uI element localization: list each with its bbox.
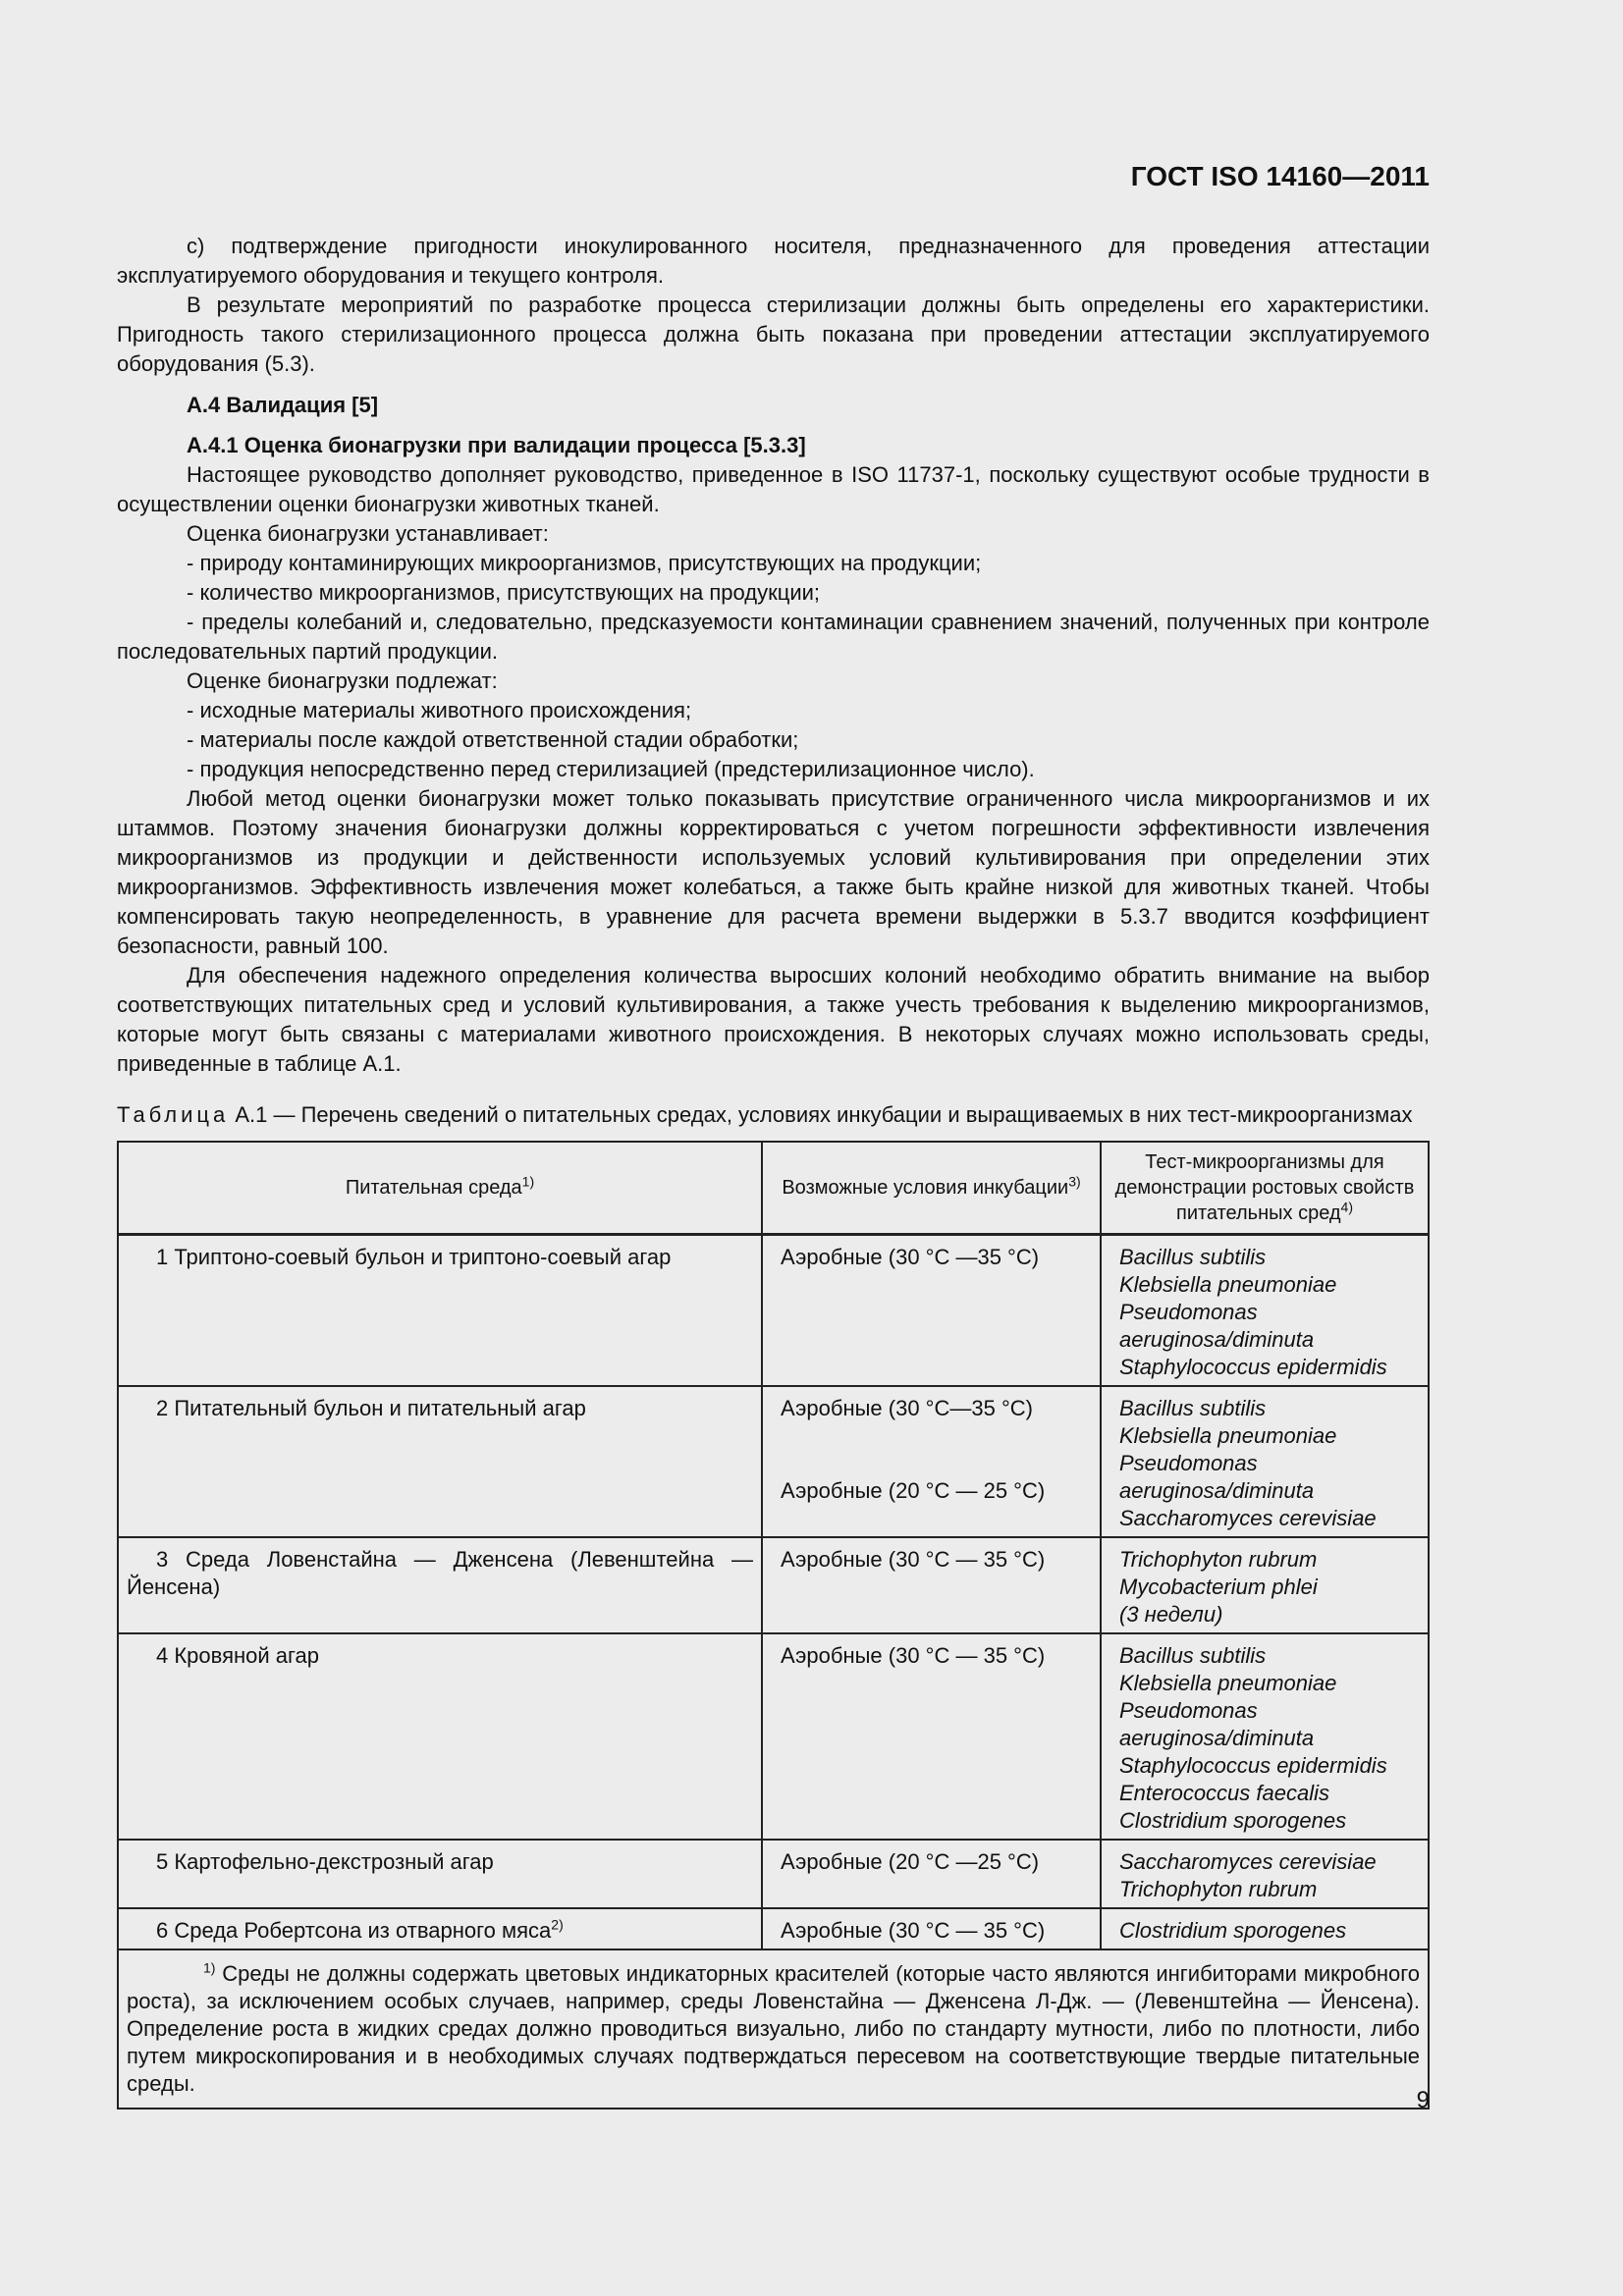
table-caption: [117, 1100, 1430, 1130]
list-item: - материалы после каждой ответственной стадии обработки;: [187, 727, 799, 752]
organisms-cell: Saccharomyces cerevisiae Trichophyton rubrum: [1101, 1840, 1429, 1908]
paragraph: В результате мероприятий по разработке процесса стерилизации должны быть определены его характеристики. Пригодность такого стерилизационного процесса должна быть показана при проведении аттестации эксплуатируемого оборудования (5.3).: [117, 293, 1430, 376]
table-row: [118, 1235, 1429, 1387]
conditions-cell: Аэробные (30 °С — 35 °С): [762, 1537, 1101, 1633]
paragraph: Настоящее руководство дополняет руководство, приведенное в ISO 11737-1, поскольку существуют особые трудности в осуществлении оценки бионагрузки животных тканей.: [117, 462, 1430, 516]
conditions-cell: Аэробные (30 °С —35 °С): [762, 1235, 1101, 1387]
table-row: [118, 1633, 1429, 1840]
header-medium: Питательная среда$^{1)}$: [118, 1142, 762, 1235]
table-caption-label: Таблица: [117, 1102, 230, 1127]
medium-cell: 2 Питательный бульон и питательный агар: [118, 1386, 762, 1537]
subsection-heading: А.4.1 Оценка бионагрузки при валидации процесса [5.3.3]: [187, 433, 806, 457]
list-item: - продукция непосредственно перед стерилизацией (предстерилизационное число).: [187, 757, 1035, 781]
document-header: ГОСТ ISO 14160—2011: [1130, 161, 1430, 191]
table-note-row: [118, 1949, 1429, 2109]
table-row: [118, 1908, 1429, 1949]
header-organisms: Тест-микроорганизмы для демонстрации ростовых свойств питательных сред$^{4)}$: [1101, 1142, 1429, 1235]
table-row: [118, 1537, 1429, 1633]
medium-cell: 5 Картофельно-декстрозный агар: [118, 1840, 762, 1908]
conditions-cell: Аэробные (30 °С—35 °С) Аэробные (20 °С — 25 °С): [762, 1386, 1101, 1537]
page-number: 9: [1416, 2087, 1430, 2113]
conditions-cell: Аэробные (20 °С —25 °С): [762, 1840, 1101, 1908]
paragraph: Оценке бионагрузки подлежат:: [187, 668, 498, 693]
list-item: - природу контаминирующих микроорганизмов, присутствующих на продукции;: [187, 551, 982, 575]
organisms-cell: Bacillus subtilis Klebsiella pneumoniae Pseudomonas aeruginosa/diminuta Staphylococcus epidermidis Enterococcus faecalis Clostridium sporogenes: [1101, 1633, 1429, 1840]
table-caption-text: А.1 — Перечень сведений о питательных средах, условиях инкубации и выращиваемых в них тест-микроорганизмах: [229, 1102, 1413, 1127]
table-footnote: $^{1)}$ Среды не должны содержать цветовых индикаторных красителей (которые часто являются ингибиторами микробного роста), за исключением особых случаев, например, среды Ловенстайна — Дженсена Л-Дж. — (Левенштейна — Йенсена). Определение роста в жидких средах должно проводиться визуально, либо по стандарту мутности, либо по плотности, либо путем микроскопирования и в необходимых случаях подтверждаться пересевом на соответствующие твердые питательные среды.: [118, 1949, 1429, 2109]
document-body: [117, 232, 1430, 2109]
media-table: [117, 1141, 1430, 2109]
header-conditions: Возможные условия инкубации$^{3)}$: [762, 1142, 1101, 1235]
paragraph: с) подтверждение пригодности инокулированного носителя, предназначенного для проведения аттестации эксплуатируемого оборудования и текущего контроля.: [117, 234, 1430, 288]
list-item: - количество микроорганизмов, присутствующих на продукции;: [187, 580, 821, 605]
table-row: [118, 1386, 1429, 1537]
paragraph: Оценка бионагрузки устанавливает:: [187, 521, 549, 546]
organisms-cell: Bacillus subtilis Klebsiella pneumoniae Pseudomonas aeruginosa/diminuta Saccharomyces cerevisiae: [1101, 1386, 1429, 1537]
paragraph: Для обеспечения надежного определения количества выросших колоний необходимо обратить внимание на выбор соответствующих питательных сред и условий культивирования, а также учесть требования к выделению микроорганизмов, которые могут быть связаны с материалами животного происхождения. В некоторых случаях можно использовать среды, приведенные в таблице А.1.: [117, 963, 1430, 1076]
medium-cell: 3 Среда Ловенстайна — Дженсена (Левенштейна — Йенсена): [118, 1537, 762, 1633]
conditions-cell: Аэробные (30 °С — 35 °С): [762, 1908, 1101, 1949]
organisms-cell: Clostridium sporogenes: [1101, 1908, 1429, 1949]
medium-cell: 4 Кровяной агар: [118, 1633, 762, 1840]
conditions-cell: Аэробные (30 °С — 35 °С): [762, 1633, 1101, 1840]
paragraph: Любой метод оценки бионагрузки может только показывать присутствие ограниченного числа микроорганизмов и их штаммов. Поэтому значения бионагрузки должны корректироваться с учетом погрешности эффективности извлечения микроорганизмов из продукции и действенности используемых условий культивирования при определении этих микроорганизмов. Эффективность извлечения может колебаться, а также быть крайне низкой для животных тканей. Чтобы компенсировать такую неопределенность, в уравнение для расчета времени выдержки в 5.3.7 вводится коэффициент безопасности, равный 100.: [117, 786, 1430, 958]
table-header-row: [118, 1142, 1429, 1235]
medium-cell: 1 Триптоно-соевый бульон и триптоно-соевый агар: [118, 1235, 762, 1387]
section-heading: А.4 Валидация [5]: [187, 393, 379, 417]
list-item: - пределы колебаний и, следовательно, предсказуемости контаминации сравнением значений, полученных при контроле последовательных партий продукции.: [117, 610, 1430, 664]
table-row: [118, 1840, 1429, 1908]
organisms-cell: Bacillus subtilis Klebsiella pneumoniae Pseudomonas aeruginosa/diminuta Staphylococcus epidermidis: [1101, 1235, 1429, 1387]
organisms-cell: Trichophyton rubrum Mycobacterium phlei (3 недели): [1101, 1537, 1429, 1633]
medium-cell: 6 Среда Робертсона из отварного мяса$^{2)}$: [118, 1908, 762, 1949]
list-item: - исходные материалы животного происхождения;: [187, 698, 692, 722]
